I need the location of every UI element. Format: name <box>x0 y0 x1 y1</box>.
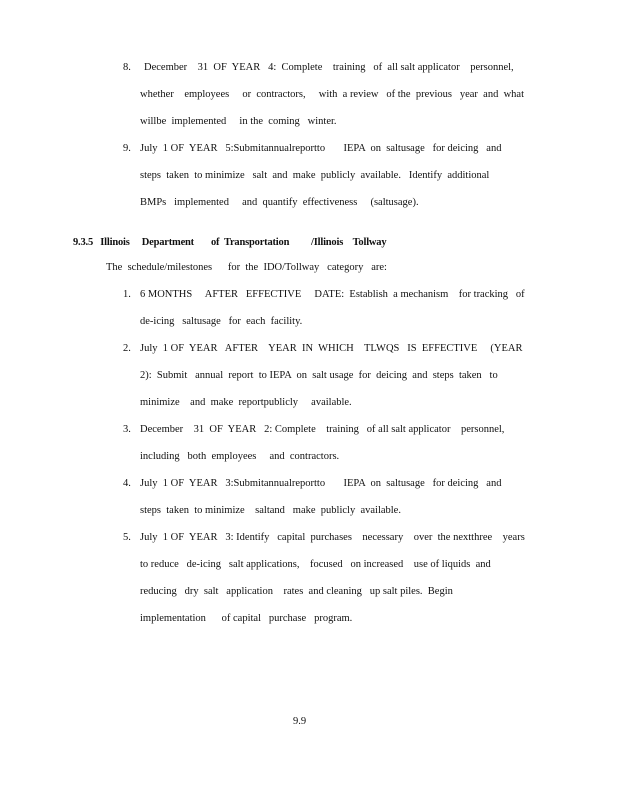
list-item-number: 4. <box>123 478 131 489</box>
list-item-line: BMPs implemented and quantify effectiveness (saltusage). <box>140 197 419 208</box>
list-item-number: 1. <box>123 289 131 300</box>
list-item-number: 9. <box>123 143 131 154</box>
list-item-line: to reduce de-icing salt applications, focused on increased use of liquids and <box>140 559 491 570</box>
list-item-line: July 1 OF YEAR AFTER YEAR IN WHICH TLWQS IS EFFECTIVE (YEAR <box>140 343 523 354</box>
list-item-line: whether employees or contractors, with a review of the previous year and what <box>140 89 525 100</box>
section-heading: 9.3.5 Illinois Department of Transportation /Illinois Tollway <box>73 237 387 248</box>
list-item-line: December 31 OF YEAR 2: Complete training of all salt applicator personnel, <box>140 424 505 435</box>
list-item-number: 3. <box>123 424 131 435</box>
list-item-line: de-icing saltusage for each facility. <box>140 316 303 327</box>
page-number: 9.9 <box>293 716 307 727</box>
list-item-number: 2. <box>123 343 131 354</box>
list-item-line: 2): Submit annual report to IEPA on salt usage for deicing and steps taken to <box>140 370 498 381</box>
list-item-number: 8. <box>123 62 131 73</box>
list-item-line: willbe implemented in the coming winter. <box>140 116 337 127</box>
list-item-line: 6 MONTHS AFTER EFFECTIVE DATE: Establish a mechanism for tracking of <box>140 289 525 300</box>
list-item-line: implementation of capital purchase program. <box>140 613 353 624</box>
list-item-line: reducing dry salt application rates and cleaning up salt piles. Begin <box>140 586 453 597</box>
list-item-line: July 1 OF YEAR 3:Submitannualreportto IEPA on saltusage for deicing and <box>140 478 502 489</box>
section-intro: The schedule/milestones for the IDO/Tollway category are: <box>106 262 387 273</box>
list-item-line: July 1 OF YEAR 3: Identify capital purchases necessary over the nextthree years <box>140 532 525 543</box>
list-item-line: minimize and make reportpublicly available. <box>140 397 352 408</box>
list-item-line: July 1 OF YEAR 5:Submitannualreportto IEPA on saltusage for deicing and <box>140 143 502 154</box>
list-item-line: including both employees and contractors. <box>140 451 340 462</box>
list-item-line: December 31 OF YEAR 4: Complete training of all salt applicator personnel, <box>144 62 514 73</box>
list-item-line: steps taken to minimize salt and make publicly available. Identify additional <box>140 170 490 181</box>
list-item-line: steps taken to minimize saltand make publicly available. <box>140 505 401 516</box>
list-item-number: 5. <box>123 532 131 543</box>
